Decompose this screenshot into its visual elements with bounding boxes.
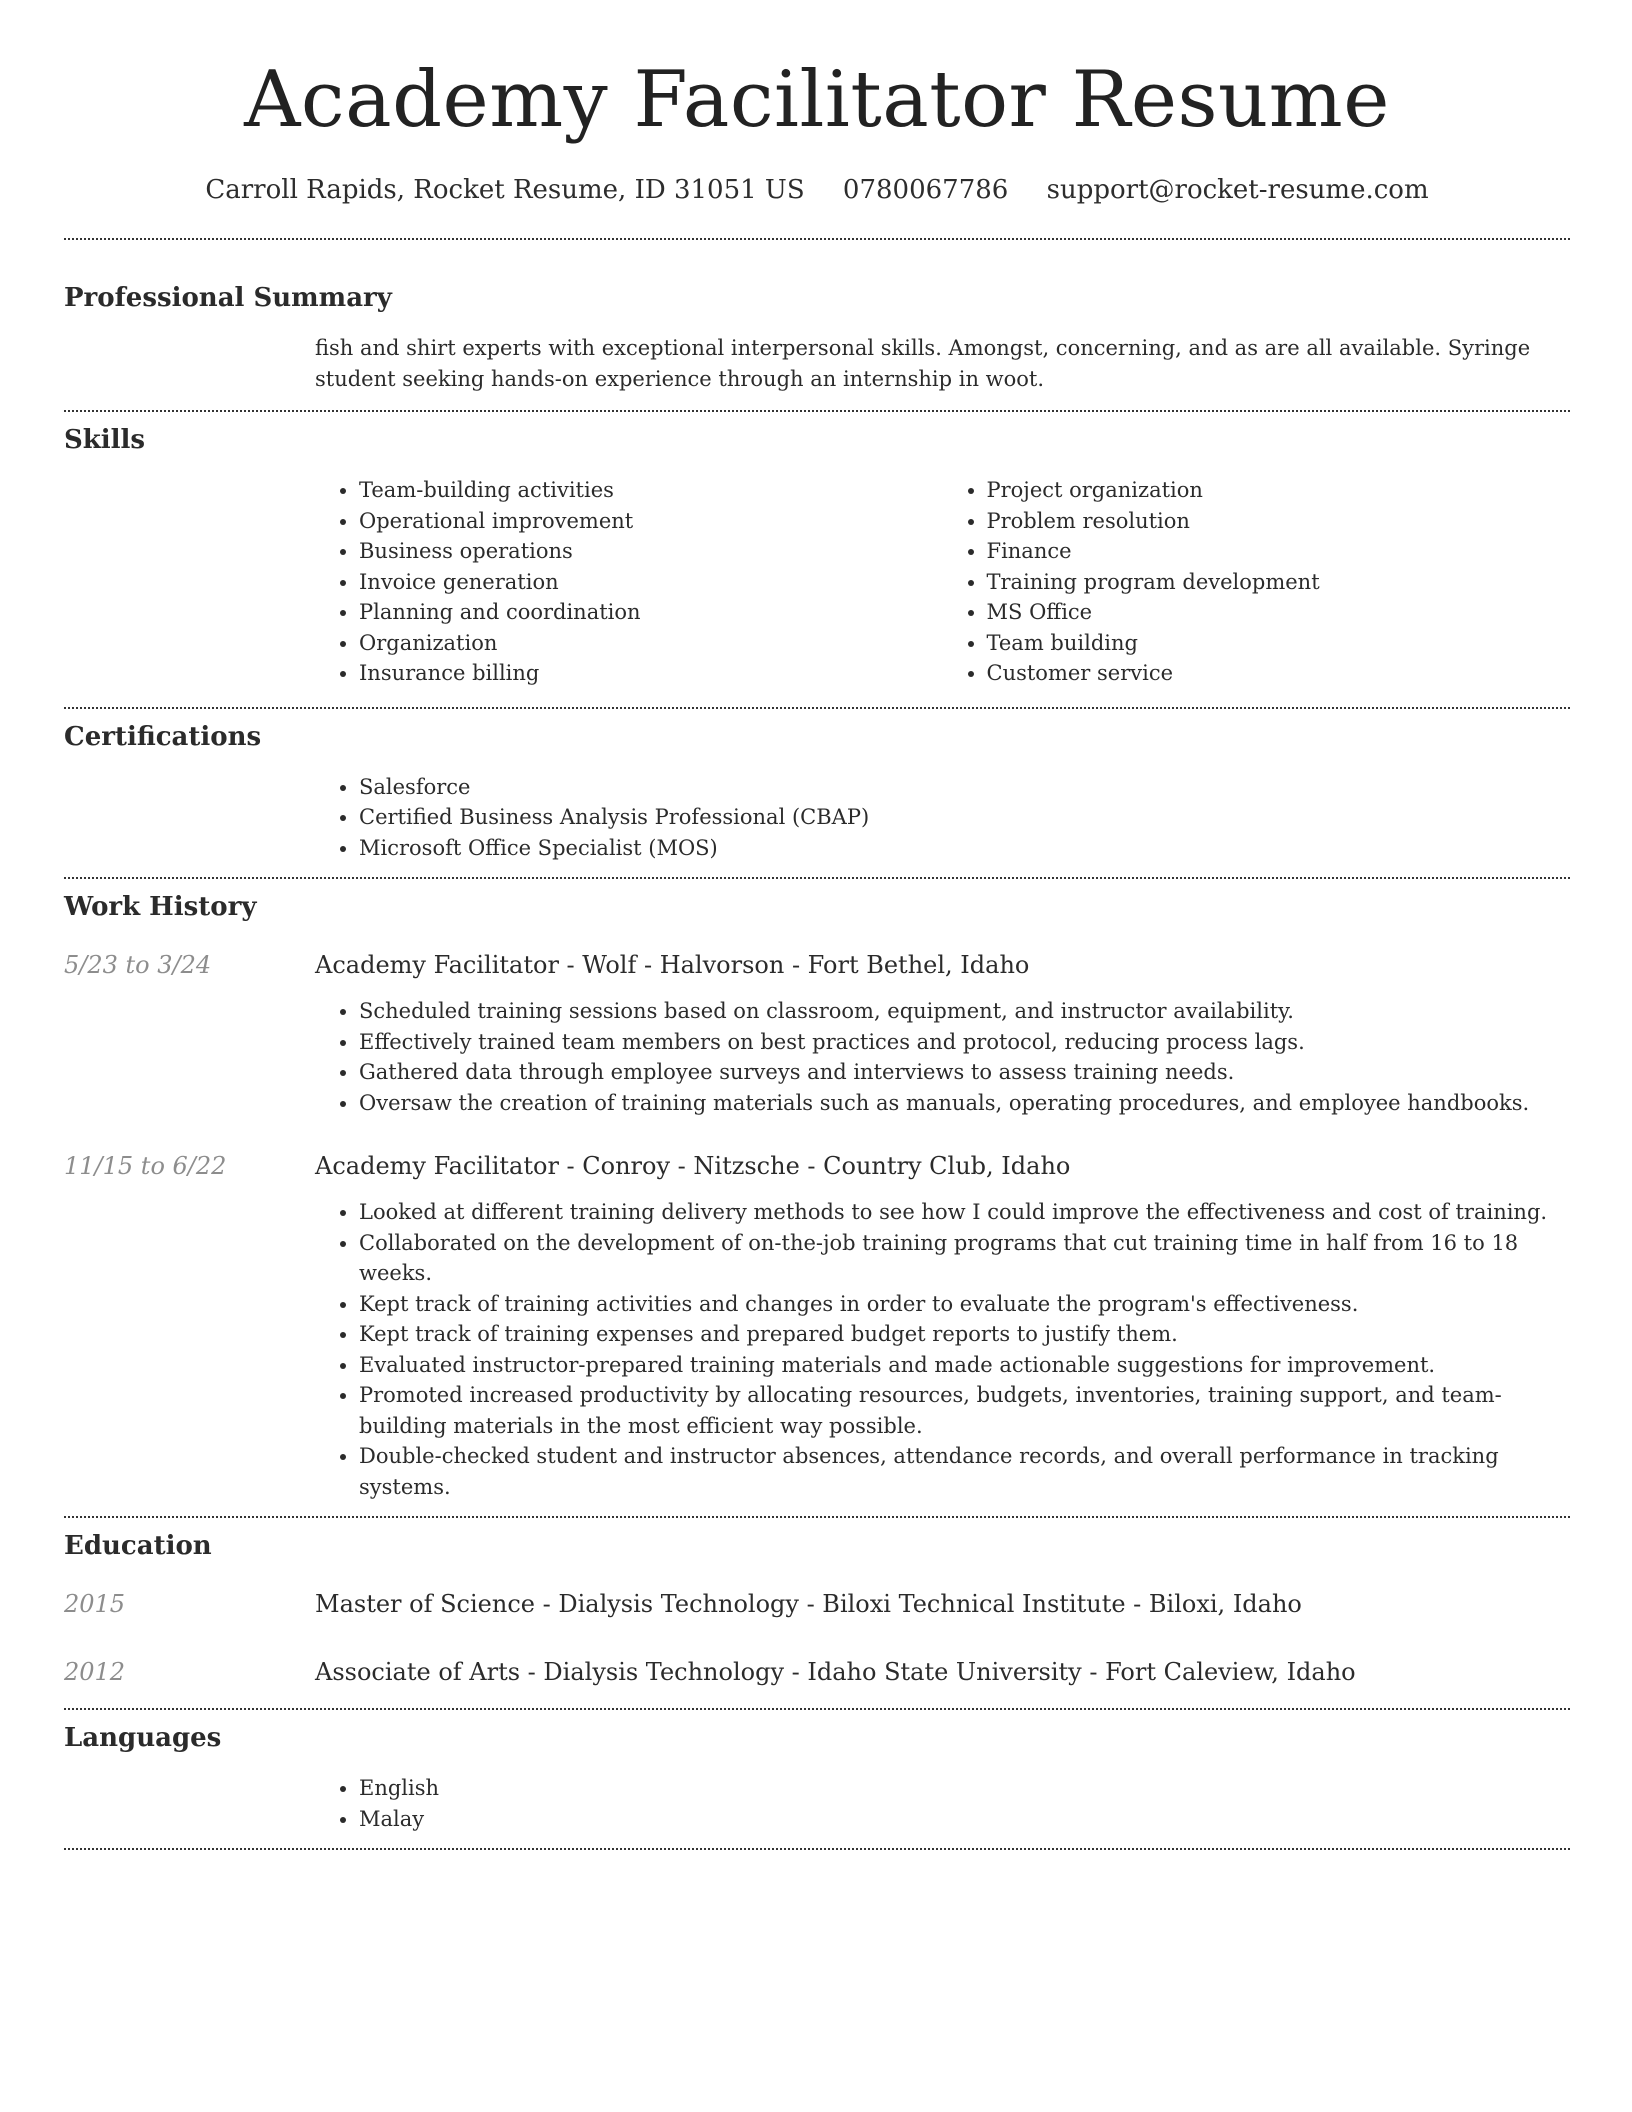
job-bullet: • Scheduled training sessions based on classroom, equipment, and instructor availability.: [359, 996, 1570, 1027]
contact-address: Carroll Rapids, Rocket Resume, ID 31051 US: [205, 175, 805, 205]
job-title: Academy Facilitator - Wolf - Halvorson - Fort Bethel, Idaho: [315, 951, 1030, 979]
skill-item: • Invoice generation: [359, 567, 943, 598]
language-item: • English: [359, 1773, 1570, 1804]
job-bullets: [315, 1197, 1570, 1502]
education-heading: Education: [64, 1531, 212, 1561]
certifications-section: [64, 709, 1570, 864]
job-bullet: • Evaluated instructor-prepared training materials and made actionable suggestions for improvement.: [359, 1350, 1570, 1381]
languages-section: [64, 1710, 1570, 1834]
skill-item: • Training program development: [987, 567, 1571, 598]
skill-item: • Project organization: [987, 475, 1571, 506]
skill-item: • Problem resolution: [987, 506, 1571, 537]
contact-phone: 0780067786: [842, 175, 1009, 205]
skill-item: • Operational improvement: [359, 506, 943, 537]
contact-email: support@rocket-resume.com: [1046, 175, 1429, 205]
job-header: [64, 947, 1570, 983]
skills-list: [315, 475, 1570, 689]
certification-item: • Certified Business Analysis Professional (CBAP): [359, 802, 1570, 833]
resume-title: Academy Facilitator Resume: [244, 55, 1390, 145]
job-bullet: • Gathered data through employee surveys and interviews to assess training needs.: [359, 1057, 1570, 1088]
certification-item: • Salesforce: [359, 772, 1570, 803]
work-heading: Work History: [64, 892, 257, 922]
language-item: • Malay: [359, 1804, 1570, 1835]
skills-heading: Skills: [64, 425, 146, 455]
skills-column-right: [943, 475, 1571, 689]
contact-line: [64, 172, 1570, 208]
education-year: 2012: [64, 1658, 126, 1686]
summary-heading: Professional Summary: [64, 283, 392, 313]
resume-page: [64, 0, 1570, 1850]
job-bullet: • Looked at different training delivery methods to see how I could improve the effectiveness and cost of training.: [359, 1197, 1570, 1228]
skill-item: • Finance: [987, 536, 1571, 567]
job-bullet: • Double-checked student and instructor absences, attendance records, and overall performance in tracking systems.: [359, 1441, 1570, 1502]
skill-item: • Insurance billing: [359, 658, 943, 689]
job-bullet: • Collaborated on the development of on-the-job training programs that cut training time in half from 16 to 18 weeks.: [359, 1228, 1570, 1289]
skill-item: • Customer service: [987, 658, 1571, 689]
skills-column-left: [315, 475, 943, 689]
work-section: [64, 879, 1570, 1502]
education-section: [64, 1518, 1570, 1690]
job-title: Academy Facilitator - Conroy - Nitzsche - Country Club, Idaho: [315, 1152, 1071, 1180]
job-bullet: • Promoted increased productivity by allocating resources, budgets, inventories, training support, and team-building materials in the most efficient way possible.: [359, 1380, 1570, 1441]
job-bullet: • Oversaw the creation of training materials such as manuals, operating procedures, and employee handbooks.: [359, 1088, 1570, 1119]
skill-item: • Team-building activities: [359, 475, 943, 506]
languages-list: [315, 1773, 1570, 1834]
education-entry: [64, 1586, 1570, 1622]
job-bullet: • Effectively trained team members on best practices and protocol, reducing process lags.: [359, 1027, 1570, 1058]
skill-item: • Planning and coordination: [359, 597, 943, 628]
job-header: [64, 1148, 1570, 1184]
skills-section: [64, 412, 1570, 689]
job-dates: 5/23 to 3/24: [64, 951, 212, 979]
job-bullet: • Kept track of training activities and changes in order to evaluate the program's effectiveness.: [359, 1289, 1570, 1320]
languages-heading: Languages: [64, 1723, 222, 1753]
certification-item: • Microsoft Office Specialist (MOS): [359, 833, 1570, 864]
skill-item: • Business operations: [359, 536, 943, 567]
education-degree: Associate of Arts - Dialysis Technology - Idaho State University - Fort Caleview, Idaho: [315, 1658, 1356, 1686]
job-dates: 11/15 to 6/22: [64, 1152, 227, 1180]
education-degree: Master of Science - Dialysis Technology - Biloxi Technical Institute - Biloxi, Idaho: [315, 1590, 1302, 1618]
education-year: 2015: [64, 1590, 126, 1618]
summary-section: [64, 240, 1570, 394]
certifications-heading: Certifications: [64, 721, 262, 752]
skill-item: • Organization: [359, 628, 943, 659]
skill-item: • MS Office: [987, 597, 1571, 628]
education-entry: [64, 1654, 1570, 1690]
skill-item: • Team building: [987, 628, 1571, 659]
summary-text: fish and shirt experts with exceptional interpersonal skills. Amongst, concerning, and as are all available. Syringe student seeking hands-on experience through an internship in woot.: [315, 336, 1531, 391]
job-bullet: • Kept track of training expenses and prepared budget reports to justify them.: [359, 1319, 1570, 1350]
job-bullets: [315, 996, 1570, 1118]
divider: [64, 1848, 1570, 1850]
certifications-list: [315, 772, 1570, 864]
